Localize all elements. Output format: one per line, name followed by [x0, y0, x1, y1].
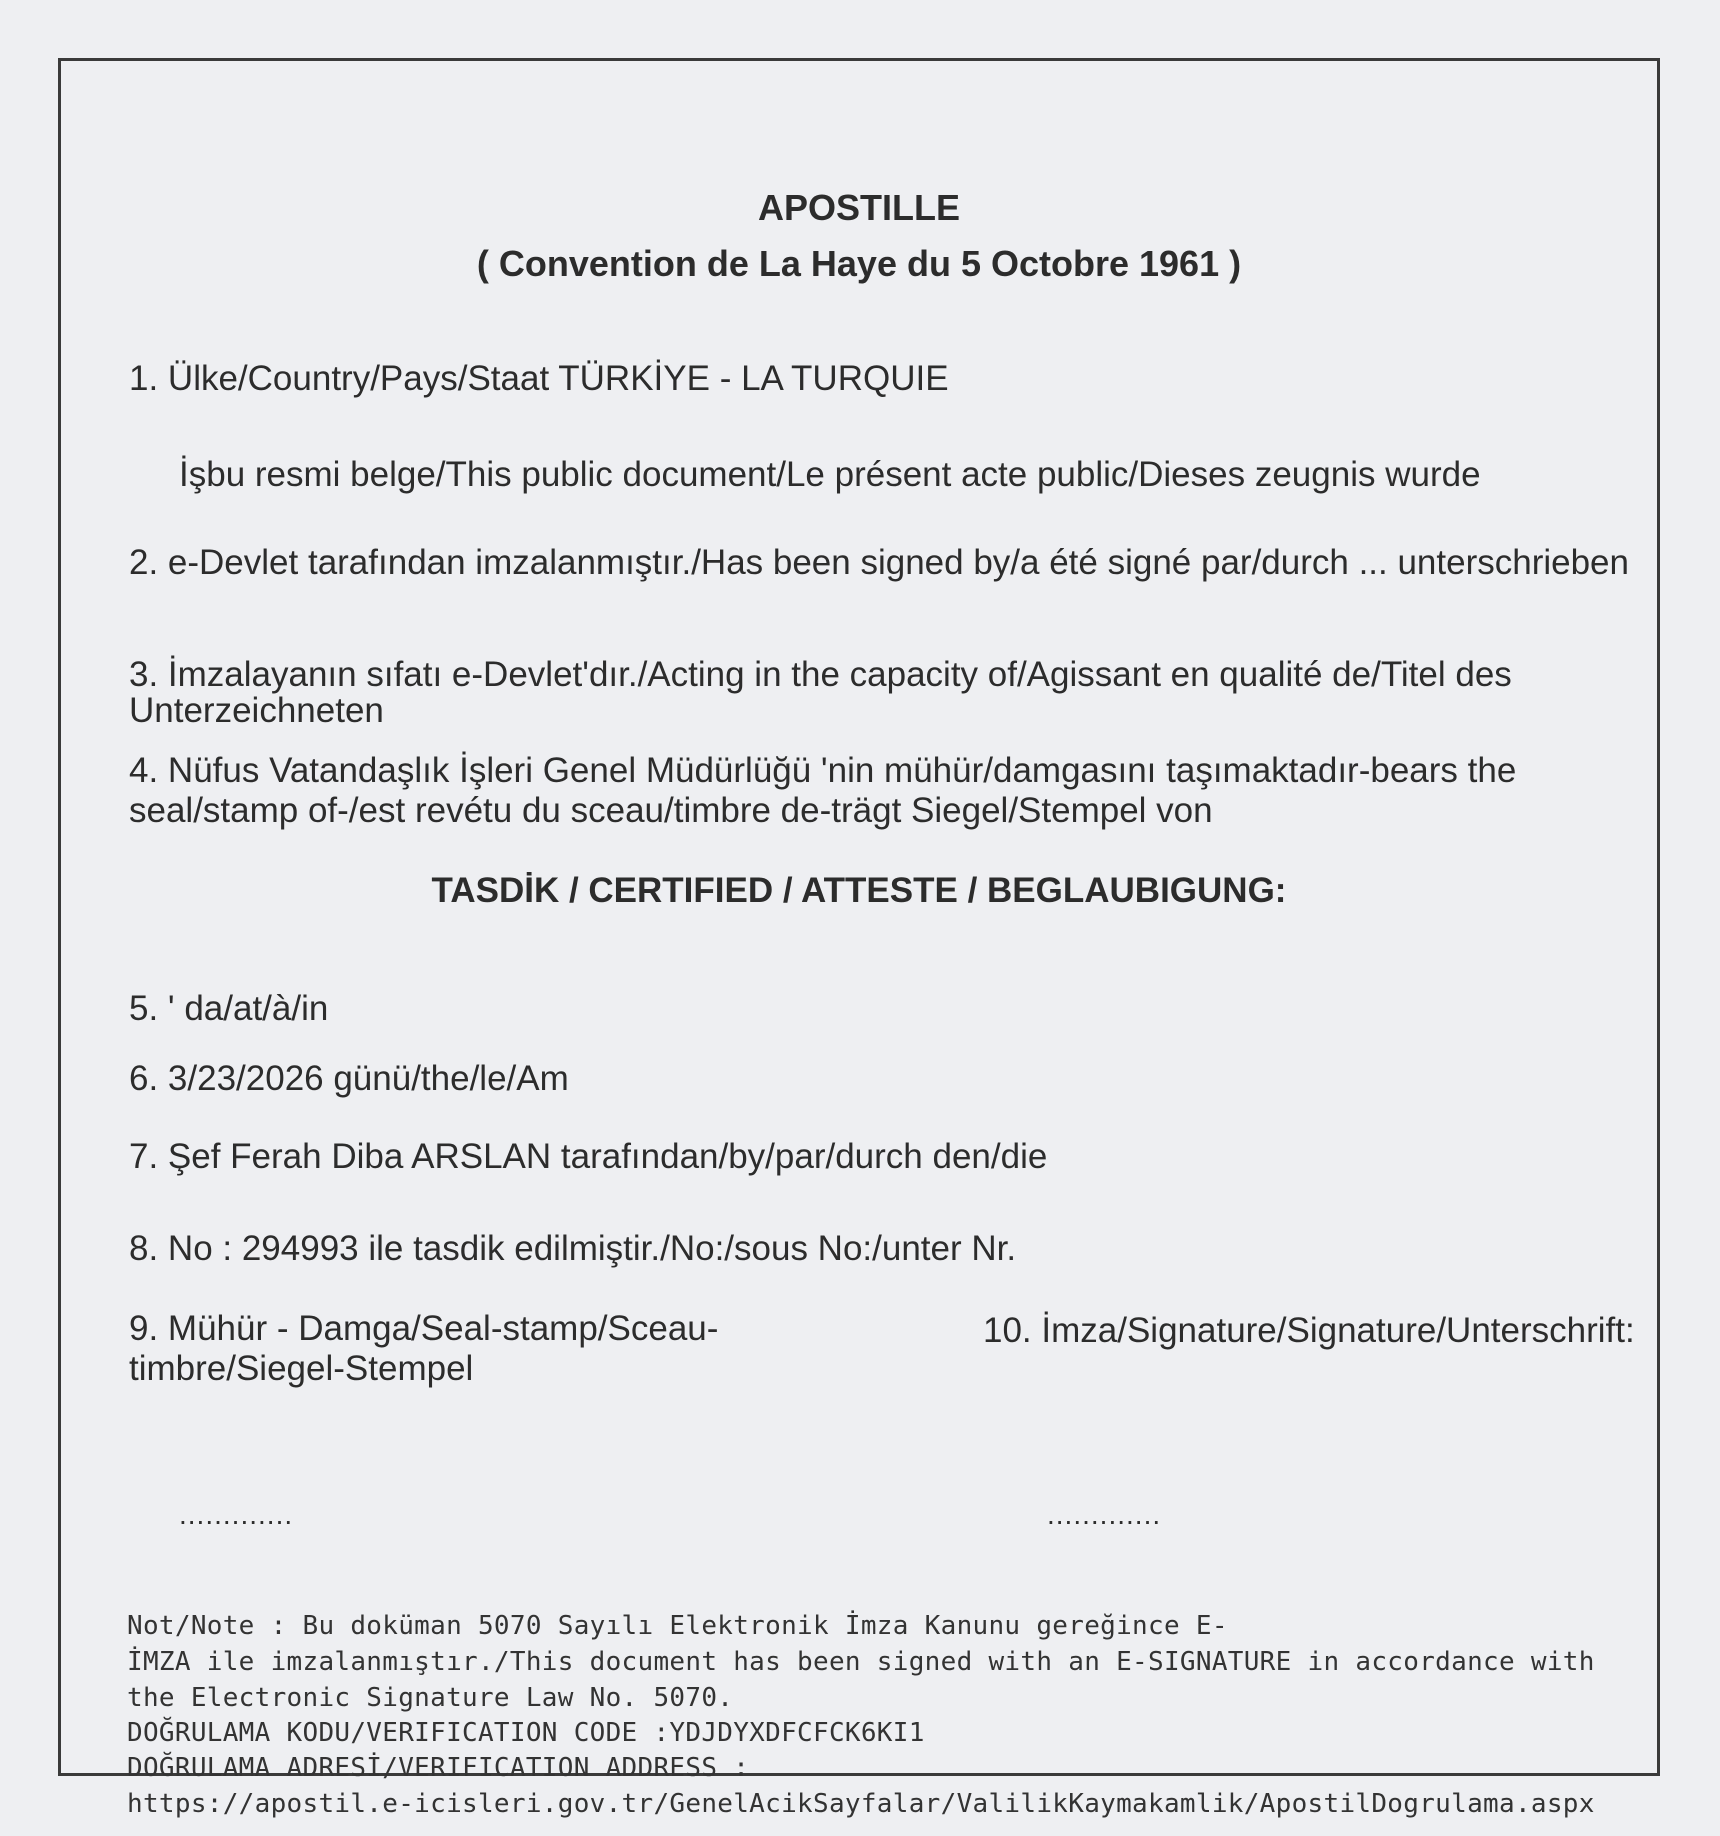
item-9-seal-label-line-2: timbre/Siegel-Stempel [129, 1349, 474, 1388]
note-line-3: the Electronic Signature Law No. 5070. [127, 1683, 734, 1713]
verification-address-label: DOĞRULAMA ADRESİ/VERIFICATION ADDRESS : [127, 1753, 750, 1783]
apostille-frame [58, 58, 1660, 1819]
item-2-signed-by: 2. e-Devlet tarafından imzalanmıştır./Has been signed by/a été signé par/durch ... unterschrieben [129, 543, 1629, 582]
item-5-place: 5. ' da/at/à/in [129, 989, 329, 1028]
item-3-capacity-line-2: Unterzeichneten [129, 691, 384, 730]
item-3-capacity-line-1: 3. İmzalayanın sıfatı e-Devlet'dır./Acting in the capacity of/Agissant en qualité de/Titel des [129, 655, 1512, 694]
item-9-seal-label-line-1: 9. Mühür - Damga/Seal-stamp/Sceau- [129, 1309, 719, 1348]
item-7-certifier: 7. Şef Ferah Diba ARSLAN tarafından/by/par/durch den/die [129, 1137, 1048, 1176]
item-1-country: 1. Ülke/Country/Pays/Staat TÜRKİYE - LA TURQUIE [129, 359, 949, 398]
verification-url[interactable]: https://apostil.e-icisleri.gov.tr/GenelAcikSayfalar/ValilikKaymakamlik/ApostilDogrulama.aspx [127, 1789, 1595, 1819]
item-8-number: 8. No : 294993 ile tasdik edilmiştir./No:/sous No:/unter Nr. [129, 1229, 1017, 1268]
certified-heading: TASDİK / CERTIFIED / ATTESTE / BEGLAUBIGUNG: [431, 871, 1287, 910]
seal-placeholder-dots: ............. [179, 1499, 294, 1530]
note-line-2: İMZA ile imzalanmıştır./This document has been signed with an E-SIGNATURE in accordance with [127, 1647, 1595, 1677]
intro-statement: İşbu resmi belge/This public document/Le présent acte public/Dieses zeugnis wurde [179, 455, 1481, 494]
document-subtitle: ( Convention de La Haye du 5 Octobre 1961 ) [476, 243, 1242, 284]
note-line-1: Not/Note : Bu doküman 5070 Sayılı Elektronik İmza Kanunu gereğince E- [127, 1611, 1228, 1641]
document-title: APOSTILLE [757, 187, 960, 228]
signature-placeholder-dots: ............. [1047, 1499, 1162, 1530]
verification-code: DOĞRULAMA KODU/VERIFICATION CODE :YDJDYXDFCFCK6KI1 [127, 1718, 925, 1748]
item-10-signature-label: 10. İmza/Signature/Signature/Unterschrift: [983, 1311, 1635, 1350]
item-4-seal-line-1: 4. Nüfus Vatandaşlık İşleri Genel Müdürlüğü 'nin mühür/damgasını taşımaktadır-bears the [129, 751, 1517, 790]
item-4-seal-line-2: seal/stamp of-/est revétu du sceau/timbre de-trägt Siegel/Stempel von [129, 791, 1213, 830]
item-6-date: 6. 3/23/2026 günü/the/le/Am [129, 1059, 569, 1098]
